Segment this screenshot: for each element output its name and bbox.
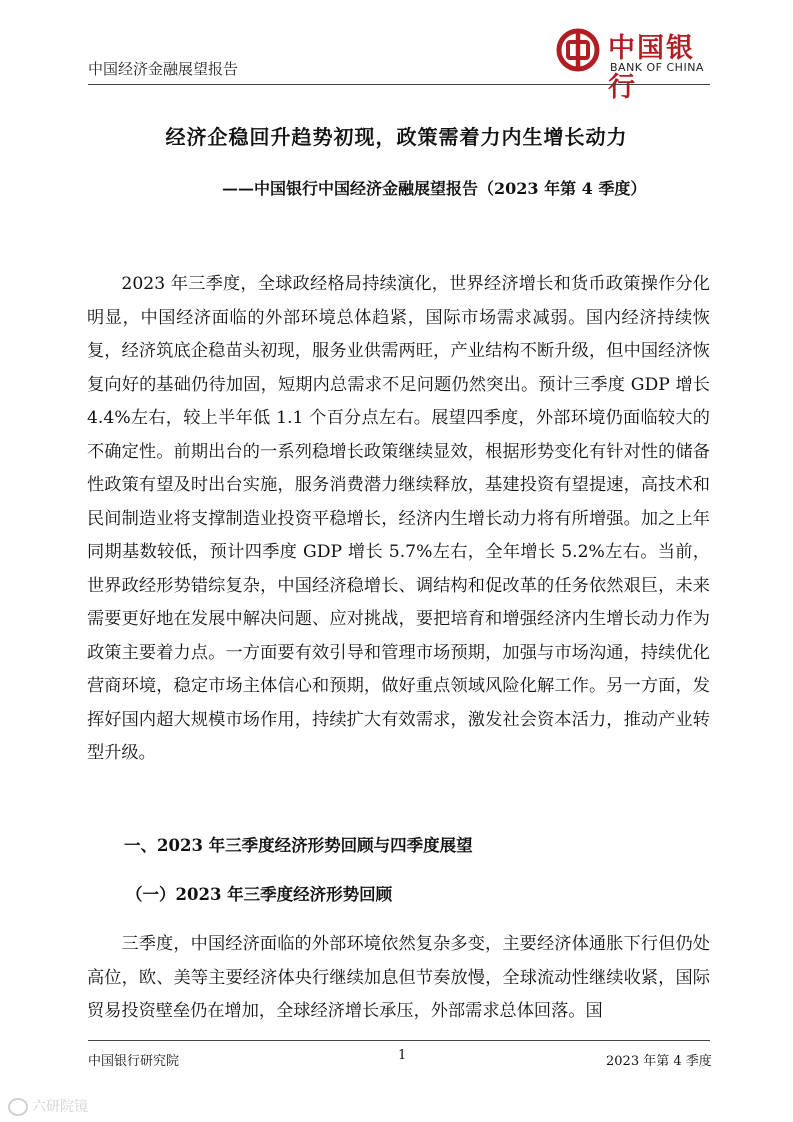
footer-organization: 中国银行研究院: [88, 1054, 180, 1069]
watermark-logo-icon: [8, 1098, 28, 1116]
report-header-title: 中国经济金融展望报告: [88, 60, 239, 78]
document-title: 经济企稳回升趋势初现，政策需着力内生增长动力: [165, 125, 628, 149]
logo-english-text: BANK OF CHINA: [610, 61, 704, 74]
body-paragraph-2: 三季度，中国经济面临的外部环境依然复杂多变，主要经济体通胀下行但仍处高位，欧、美等主要经济体央行继续加息但节奏放慢，全球流动性继续收紧，国际贸易投资壁垒仍在增加，全球经济增长承压，外部需求总体回落。国: [87, 934, 710, 1021]
footer-divider: [88, 1040, 710, 1041]
body-paragraph-1: 2023 年三季度，全球政经格局持续演化，世界经济增长和货币政策操作分化明显，中国经济面临的外部环境总体趋紧，国际市场需求减弱。国内经济持续恢复，经济筑底企稳苗头初现，服务业供需两旺，产业结构不断升级，但中国经济恢复向好的基础仍待加固，短期内总需求不足问题仍然突出。预计三季度 GDP 增长 4.4%左右，较上半年低 1.1 个百分点左右。展望四季度，外部环境仍面临较大的不确定性。前期出台的一系列稳增长政策继续显效，根据形势变化有针对性的储备性政策有望及时出台实施，服务消费潜力继续释放，基建投资有望提速，高技术和民间制造业将支撑制造业投资平稳增长，经济内生增长动力将有所增强。加之上年同期基数较低，预计四季度 GDP 增长 5.7%左右，全年增长 5.2%左右。当前，世界政经形势错综复杂，中国经济稳增长、调结构和促改革的任务依然艰巨，未来需要更好地在发展中解决问题、应对挑战，要把培育和增强经济内生增长动力作为政策主要着力点。一方面要有效引导和管理市场预期，加强与市场沟通，持续优化营商环境，稳定市场主体信心和预期，做好重点领域风险化解工作。另一方面，发挥好国内超大规模市场作用，持续扩大有效需求，激发社会资本活力，推动产业转型升级。: [87, 274, 710, 763]
watermark: [8, 1096, 88, 1116]
logo-chinese-text: 中国银行: [608, 33, 695, 103]
footer-period: 2023 年第 4 季度: [606, 1054, 712, 1069]
section-heading-1: 一、2023 年三季度经济形势回顾与四季度展望: [124, 836, 473, 855]
bank-of-china-emblem-icon: [556, 28, 600, 72]
header-divider: [88, 84, 710, 85]
bank-logo: [556, 20, 716, 103]
subsection-heading-1: （一）2023 年三季度经济形势回顾: [126, 885, 393, 904]
watermark-text: 六研院镜: [32, 1099, 88, 1115]
page-number: 1: [398, 1048, 407, 1063]
document-subtitle: ——中国银行中国经济金融展望报告（2023 年第 4 季度）: [222, 179, 647, 198]
